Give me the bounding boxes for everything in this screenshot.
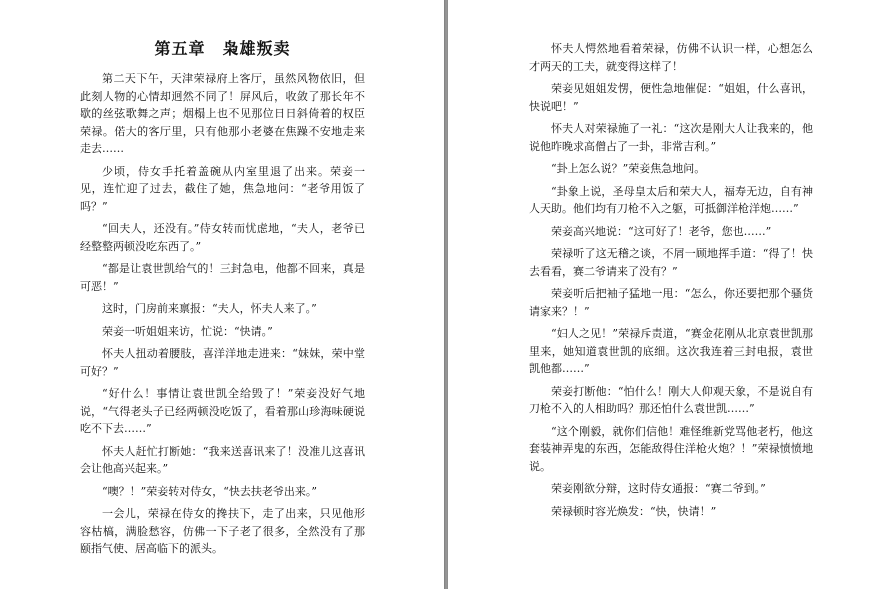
- left-page: [0, 0, 444, 589]
- paragraph: “好什么！事情让袁世凯全给毁了！”荣妾没好气地说，“气得老头子已经两顿没吃饭了，看着那山珍海味硬说吃不下去……”: [80, 387, 365, 435]
- paragraph: “卦上怎么说？”荣妾焦急地问。: [551, 162, 706, 175]
- chapter-title: 第五章 枭雄叛卖: [154, 39, 291, 58]
- paragraph: 荣妾打断他：“怕什么！刚大人仰观天象，不是说自有刀枪不入的人相助吗？那还怕什么袁世凯……”: [529, 384, 813, 415]
- paragraph: 怀夫人扭动着腰肢，喜洋洋地走进来：“妹妹，荣中堂可好？”: [80, 347, 365, 378]
- paragraph: 怀夫人对荣禄施了一礼：“这次是刚大人让我来的，他说他昨晚求高僧占了一卦，非常吉利。”: [529, 122, 813, 153]
- paragraph: 荣禄听了这无稽之谈，不屑一顾地挥手道：“得了！快去看看，赛二爷请来了没有？”: [529, 247, 813, 278]
- paragraph: 荣妾听后把袖子猛地一甩：“怎么，你还要把那个骚货请家来？！”: [529, 287, 813, 318]
- paragraph: 荣禄顿时容光焕发：“快，快请！”: [551, 504, 717, 518]
- paragraph: 一会儿，荣禄在侍女的搀扶下，走了出来，只见他形容枯槁，满脸愁容，仿佛一下子老了很多，全然没有了那颐指气使、居高临下的派头。: [80, 507, 365, 555]
- paragraph: “回夫人，还没有。”侍女转而忧虑地，“夫人，老爷已经整整两顿没吃东西了。”: [80, 222, 365, 253]
- paragraph: “这个刚毅，就你们信他！难怪维新党骂他老朽，他这套装神弄鬼的东西，怎能敌得住洋枪火炮？！”荣禄愤愤地说。: [529, 424, 813, 473]
- right-page-text: [529, 40, 813, 525]
- paragraph: “妇人之见！”荣禄斥责道，“赛金花刚从北京袁世凯那里来，她知道袁世凯的底细。这次我连着三封电报，袁世凯他都……”: [529, 327, 813, 375]
- paragraph: 少顷，侍女手托着盖碗从内室里退了出来。荣妾一见，连忙迎了过去，截住了她，焦急地问：“老爷用饭了吗？”: [80, 164, 365, 213]
- paragraph: 这时，门房前来禀报：“夫人，怀夫人来了。”: [102, 302, 317, 315]
- paragraph: 怀夫人愕然地看着荣禄，仿佛不认识一样，心想怎么才两天的工夫，就变得这样了！: [529, 42, 813, 73]
- paragraph: 荣妾一听姐姐来访，忙说：“快请。”: [102, 324, 273, 338]
- paragraph: 荣妾见姐姐发愣，便性急地催促：“姐姐，什么喜讯，快说吧！”: [529, 82, 813, 113]
- paragraph: “都是让袁世凯给气的！三封急电，他都不回来，真是可恶！”: [80, 262, 365, 293]
- paragraph: “噢？！”荣妾转对侍女，“快去扶老爷出来。”: [102, 484, 317, 498]
- paragraph: 荣妾高兴地说：“这可好了！老爷，您也……”: [551, 224, 772, 238]
- paragraph: 怀夫人赶忙打断她：“我来送喜讯来了！没准儿这喜讯会让他高兴起来。”: [80, 444, 365, 475]
- paragraph: 第二天下午，天津荣禄府上客厅，虽然风物依旧，但此刻人物的心情却迥然不同了！屏风后，收敛了那长年不歇的丝弦歌舞之声；烟榻上也不见那位日日斜倚着的权臣荣禄。偌大的客厅里，只有他那小老婆在焦躁不安地走来走去……: [80, 72, 365, 155]
- paragraph: “卦象上说，圣母皇太后和荣大人，福寿无边，自有神人天助。他们均有刀枪不入之躯，可抵御洋枪洋炮……”: [529, 184, 813, 215]
- paragraph: 荣妾刚欲分辩，这时侍女通报：“赛二爷到。”: [551, 482, 766, 495]
- left-page-text: [80, 38, 365, 563]
- right-page: [448, 0, 890, 589]
